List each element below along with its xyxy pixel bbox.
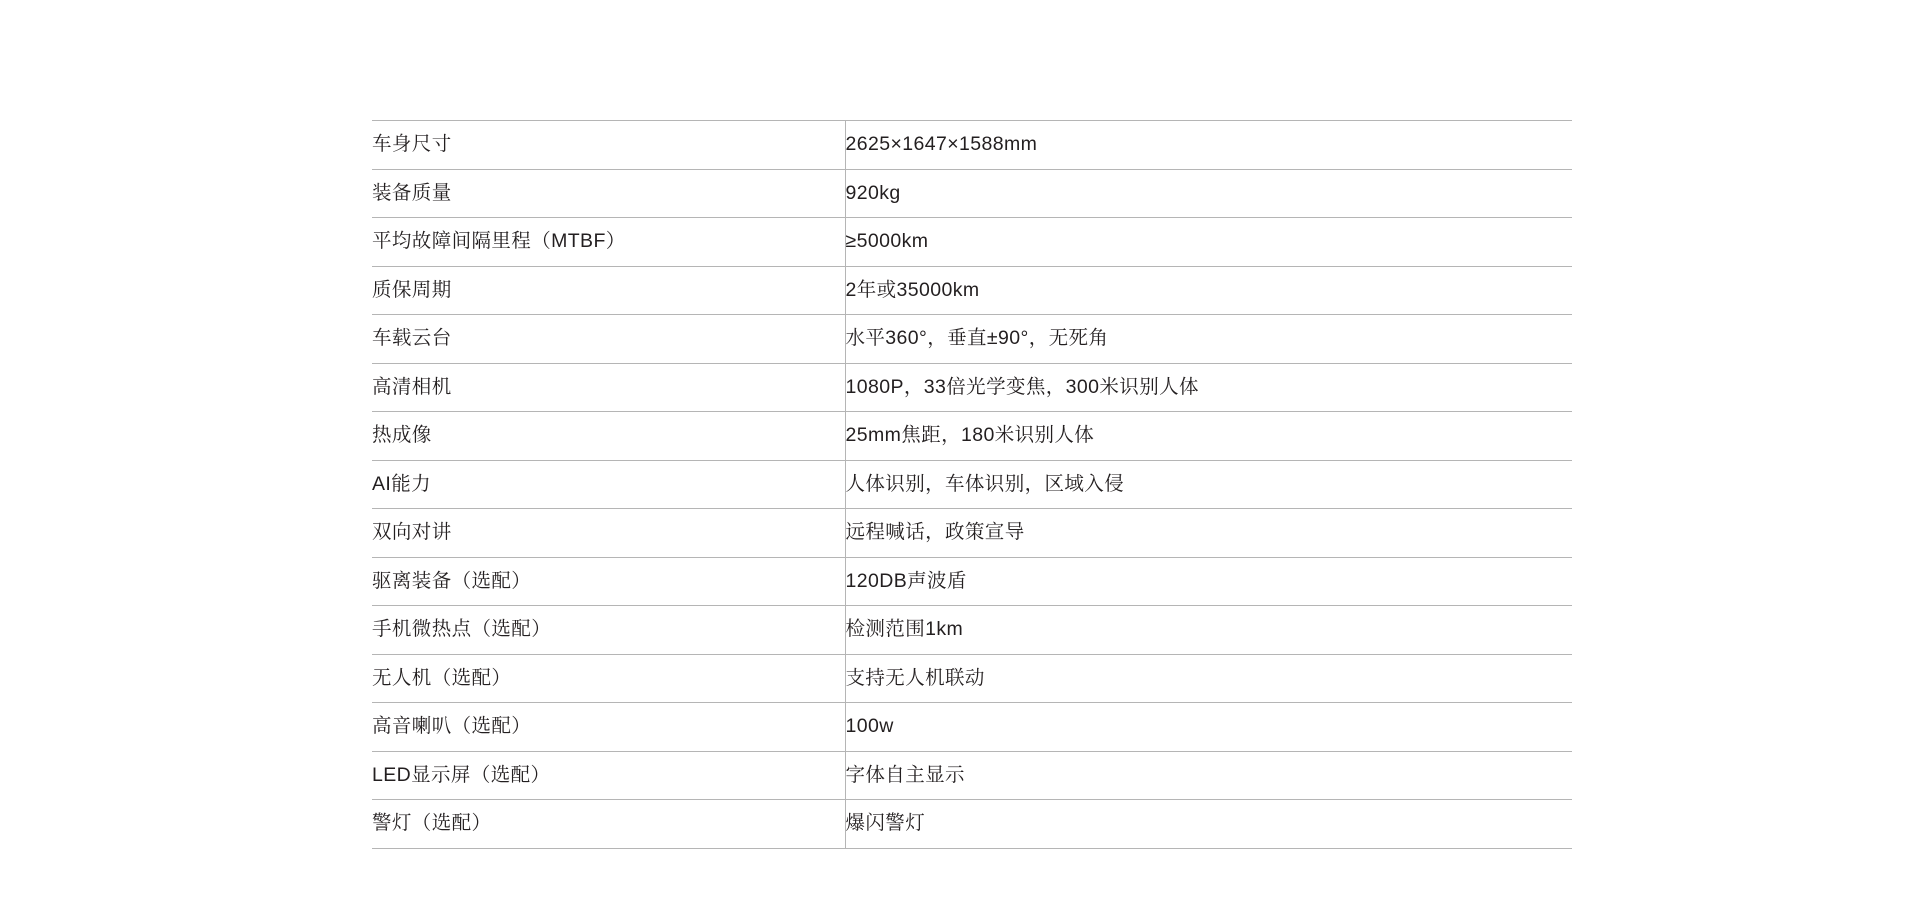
spec-value-cell: 120DB声波盾 [845, 557, 1572, 606]
table-row [372, 315, 1572, 364]
spec-label-cell: 热成像 [372, 412, 845, 461]
spec-label-cell: 车身尺寸 [372, 121, 845, 170]
table-row [372, 751, 1572, 800]
spec-value-cell: 支持无人机联动 [845, 654, 1572, 703]
spec-label-cell: 高音喇叭（选配） [372, 703, 845, 752]
table-row [372, 218, 1572, 267]
table-row [372, 412, 1572, 461]
spec-value-cell: 1080P，33倍光学变焦，300米识别人体 [845, 363, 1572, 412]
spec-value-cell: 字体自主显示 [845, 751, 1572, 800]
spec-value-cell: 920kg [845, 169, 1572, 218]
spec-value-cell: 人体识别，车体识别，区域入侵 [845, 460, 1572, 509]
spec-value-cell: 100w [845, 703, 1572, 752]
table-row [372, 363, 1572, 412]
spec-value-cell: 2625×1647×1588mm [845, 121, 1572, 170]
spec-label-cell: 双向对讲 [372, 509, 845, 558]
spec-value-cell: 检测范围1km [845, 606, 1572, 655]
spec-label-cell: 警灯（选配） [372, 800, 845, 849]
spec-label-cell: 无人机（选配） [372, 654, 845, 703]
spec-label-cell: 驱离装备（选配） [372, 557, 845, 606]
spec-label-cell: AI能力 [372, 460, 845, 509]
spec-label-cell: 装备质量 [372, 169, 845, 218]
table-row [372, 509, 1572, 558]
specifications-table [372, 120, 1572, 849]
spec-label-cell: 手机微热点（选配） [372, 606, 845, 655]
table-row [372, 266, 1572, 315]
spec-value-cell: 2年或35000km [845, 266, 1572, 315]
table-row [372, 557, 1572, 606]
table-row [372, 460, 1572, 509]
spec-label-cell: LED显示屏（选配） [372, 751, 845, 800]
spec-label-cell: 车载云台 [372, 315, 845, 364]
spec-value-cell: 爆闪警灯 [845, 800, 1572, 849]
spec-value-cell: 25mm焦距，180米识别人体 [845, 412, 1572, 461]
specifications-table-body [372, 121, 1572, 849]
spec-value-cell: 远程喊话，政策宣导 [845, 509, 1572, 558]
spec-value-cell: ≥5000km [845, 218, 1572, 267]
spec-label-cell: 高清相机 [372, 363, 845, 412]
table-row [372, 703, 1572, 752]
spec-label-cell: 质保周期 [372, 266, 845, 315]
table-row [372, 606, 1572, 655]
table-row [372, 654, 1572, 703]
table-row [372, 169, 1572, 218]
spec-value-cell: 水平360°，垂直±90°，无死角 [845, 315, 1572, 364]
spec-label-cell: 平均故障间隔里程（MTBF） [372, 218, 845, 267]
table-row [372, 121, 1572, 170]
table-row [372, 800, 1572, 849]
